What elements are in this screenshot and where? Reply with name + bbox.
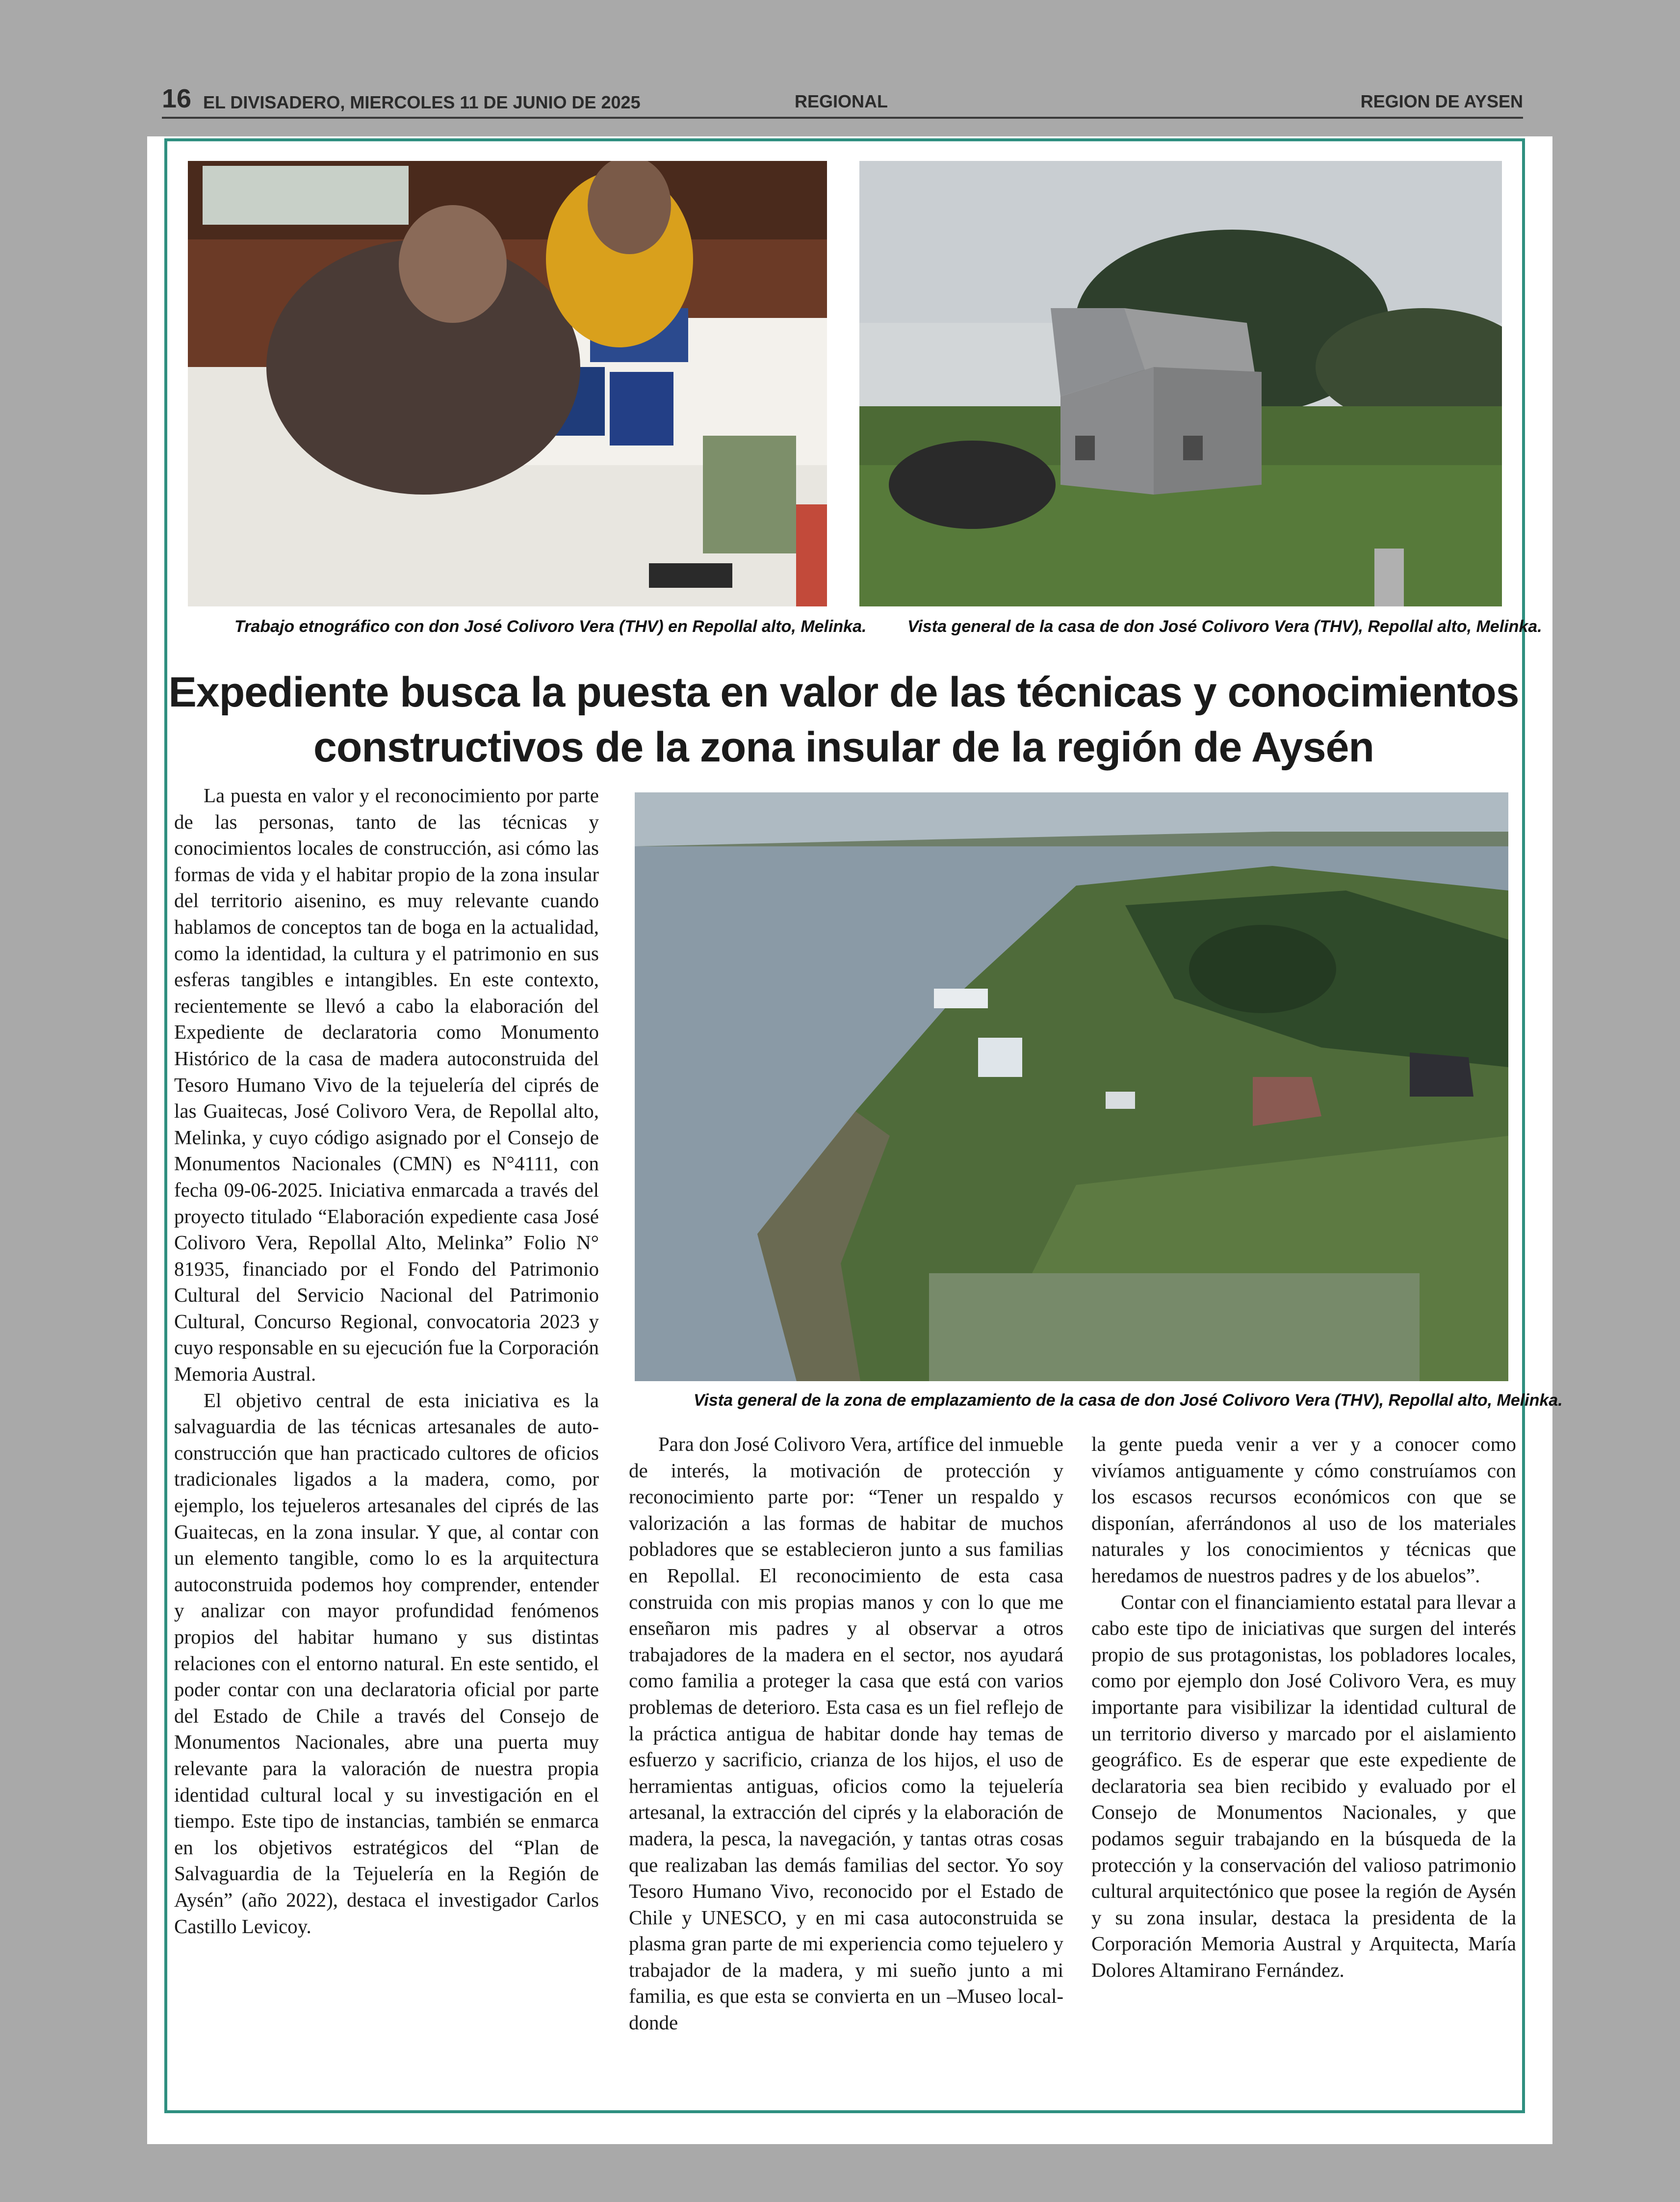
article-column-3 [1091,1431,1516,1983]
photo-ethnographic-work [188,161,827,606]
article-headline [167,665,1521,775]
col2-paragraph-1: Para don José Colivoro Vera, artífice del inmueble de interés, la motivación de protección y reconocimiento parte por: “Tener un respaldo y valorización a las formas de habitar de muchos pobladores que se establecieron junto a sus familias en Repollal. El reconocimiento de esta casa construida con mis propias manos y con lo que me enseñaron mis padres y al observar a otros trabajadores de la madera en el sector, nos ayudará como familia a proteger la casa que está con varios problemas de deterioro. Esta casa es un fiel reflejo de la práctica antigua de habitar donde hay temas de esfuerzo y sacrificio, crianza de los hijos, el uso de herramientas antiguas, oficios como la tejuelería artesanal, la extracción del ciprés y la elaboración de madera, la pesca, la navegación, y tantas otras cosas que realizaban las demás familias del sector. Yo soy Tesoro Humano Vivo, reconocido por el Estado de Chile y UNESCO, y en mi casa autoconstruida se plasma gran parte de mi experiencia como tejuelero y trabajador de la madera, y mi sueño junto a mi familia, es que esta se convierta en un –Museo local- donde [629,1433,1063,2034]
publication-date: EL DIVISADERO, MIERCOLES 11 DE JUNIO DE 2025 [203,92,641,112]
col3-paragraph-1: la gente pueda venir a ver y a conocer como vivíamos antiguamente y cómo construíamos con los escasos recursos económicos con que se disponían, aferrándonos al uso de los materiales naturales y los conocimientos y técnicas que heredamos de nuestros padres y de los abuelos”. [1091,1433,1516,1587]
article-column-1 [174,783,599,1940]
page-bottom-margin [0,2144,1680,2202]
headline-line-2: constructivos de la zona insular de la región de Aysén [313,724,1374,771]
region-label: REGION DE AYSEN [1360,91,1523,111]
headline-line-1: Expediente busca la puesta en valor de las técnicas y conocimientos [168,669,1519,716]
col3-paragraph-2: Contar con el financiamiento estatal para llevar a cabo este tipo de iniciativas que surgen del interés propio de sus protagonistas, los pobladores locales, como por ejemplo don José Colivoro Vera, es muy importante para visibilizar la identidad cultural de un territorio diverso y marcado por el aislamiento geográfico. Es de esperar que este expediente de declaratoria sea bien recibido y evaluado por el Consejo de Monumentos Nacionales, y que podamos seguir trabajando en la búsqueda de la protección y la conservación del valioso patrimonio cultural arquitectónico que posee la región de Aysén y su zona insular, destaca la presidenta de la Corporación Memoria Austral y Arquitecta, María Dolores Altamirano Fernández. [1091,1590,1516,1981]
col1-paragraph-1: La puesta en valor y el reconocimiento por parte de las personas, tanto de las técnicas y conocimientos locales de construcción, asi cómo las formas de vida y el habitar propio de la zona insular del territorio aisenino, es muy relevante cuando hablamos de conceptos tan de boga en la actualidad, como la identidad, la cultura y el patrimonio en sus esferas tangibles e intangibles. En este contexto, recientemente se llevó a cabo la elaboración del Expediente de declaratoria como Monumento Histórico de la casa de madera autoconstruida del Tesoro Humano Vivo de la tejuelería del ciprés de las Guaitecas, José Colivoro Vera, de Repollal alto, Melinka, y cuyo código asignado por el Consejo de Monumentos Nacionales (CMN) es N°4111, con fecha 09-06-2025. Iniciativa enmarcada a través del proyecto titulado “Elaboración expediente casa José Colivoro Vera, Repollal Alto, Melinka” Folio N° 81935, financiado por el Fondo del Patrimonio Cultural del Servicio Nacional del Patrimonio Cultural, Concurso Regional, convocatoria 2023 y cuyo responsable en su ejecución fue la Corporación Memoria Austral. [174,784,599,1386]
section-label: REGIONAL [795,91,888,111]
photo3-caption: Vista general de la zona de emplazamiento de la casa de don José Colivoro Vera (THV), Repollal alto, Melinka. [694,1391,1563,1410]
header-rule [162,117,1523,119]
page-header [0,0,1680,136]
article-column-2 [629,1431,1063,2036]
photo-house-view [859,161,1502,606]
photo1-caption: Trabajo etnográfico con don José Colivoro Vera (THV) en Repollal alto, Melinka. [234,617,867,636]
photo-aerial-view [635,792,1508,1381]
page-number: 16 [162,84,192,113]
photo2-caption: Vista general de la casa de don José Colivoro Vera (THV), Repollal alto, Melinka. [907,617,1542,636]
col1-paragraph-2: El objetivo central de esta iniciativa es la salvaguardia de las técnicas artesanales de auto-construcción que han practicado cultores de oficios tradicionales ligados a la madera, como, por ejemplo, los tejueleros artesanales del ciprés de las Guaitecas, en la zona insular. Y que, al contar con un elemento tangible, como lo es la arquitectura autoconstruida podemos hoy comprender, entender y analizar con mayor profundidad fenómenos propios del habitar humano y sus distintas relaciones con el entorno natural. En este sentido, el poder contar con una declaratoria oficial por parte del Estado de Chile a través del Consejo de Monumentos Nacionales, abre una puerta muy relevante para la valoración de nuestra propia identidad cultural local y su investigación en el tiempo. Este tipo de instancias, también se enmarca en los objetivos estratégicos del “Plan de Salvaguardia de la Tejuelería en la Región de Aysén” (año 2022), destaca el investigador Carlos Castillo Levicoy. [174,1389,599,1938]
